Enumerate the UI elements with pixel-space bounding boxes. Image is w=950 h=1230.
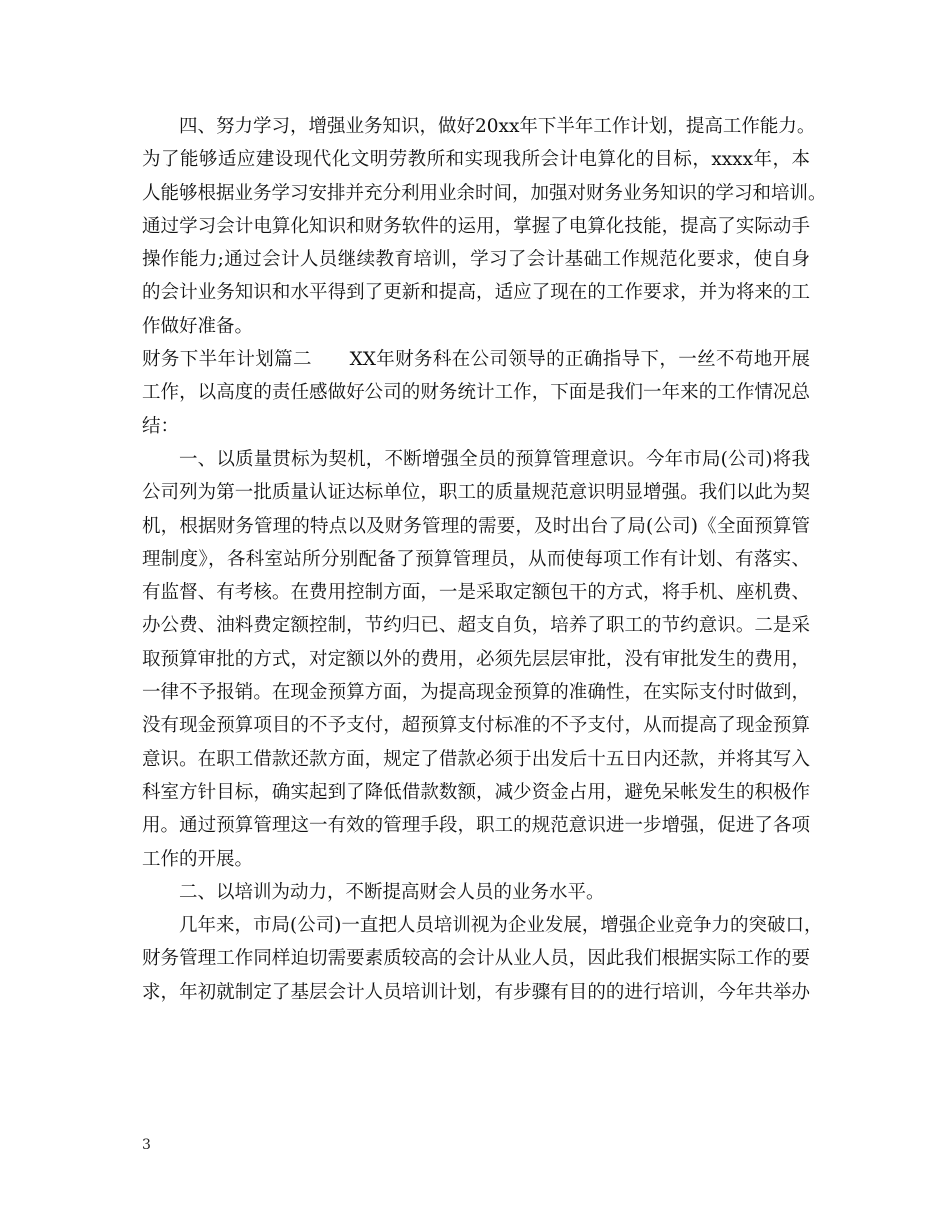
text-line: 二、以培训为动力，不断提高财会人员的业务水平。 [179, 881, 605, 903]
text-line: 几年来，市局(公司)一直把人员培训视为企业发展，增强企业竞争力的突破口， [179, 915, 823, 937]
text-line: 科室方针目标，确实起到了降低借款数额，减少资金占用，避免呆帐发生的积极作 [142, 781, 810, 803]
text-line: 一律不予报销。在现金预算方面，为提高现金预算的准确性，在实际支付时做到， [142, 682, 810, 704]
document-body [142, 110, 827, 1009]
text-line: 的会计业务知识和水平得到了更新和提高，适应了现在的工作要求，并为将来的工 [142, 282, 810, 304]
text-line: 取预算审批的方式，对定额以外的费用，必须先层层审批，没有审批发生的费用， [142, 648, 810, 670]
text-line: 理制度》，各科室站所分别配备了预算管理员，从而使每项工作有计划、有落实、 [142, 548, 810, 570]
text-line: 通过学习会计电算化知识和财务软件的运用，掌握了电算化技能，提高了实际动手 [142, 215, 810, 237]
text-line: 工作，以高度的责任感做好公司的财务统计工作，下面是我们一年来的工作情况总 [142, 382, 810, 404]
text-line: 没有现金预算项目的不予支付，超预算支付标准的不予支付，从而提高了现金预算 [142, 715, 810, 737]
text-line: 求，年初就制定了基层会计人员培训计划，有步骤有目的的进行培训，今年共举办 [142, 981, 810, 1003]
text-line: 公司列为第一批质量认证达标单位，职工的质量规范意识明显增强。我们以此为契 [142, 482, 810, 504]
text-line: 结： [142, 415, 180, 437]
text-line: 用。通过预算管理这一有效的管理手段，职工的规范意识进一步增强，促进了各项 [142, 815, 810, 837]
text-line: 意识。在职工借款还款方面，规定了借款必须于出发后十五日内还款，并将其写入 [142, 748, 810, 770]
text-line: 财务管理工作同样迫切需要素质较高的会计从业人员，因此我们根据实际工作的要 [142, 948, 810, 970]
page-number: 3 [142, 1137, 151, 1153]
text-line: 操作能力;通过会计人员继续教育培训，学习了会计基础工作规范化要求，使自身 [142, 249, 810, 271]
text-line: 有监督、有考核。在费用控制方面，一是采取定额包干的方式，将手机、座机费、 [142, 582, 810, 604]
text-line: 人能够根据业务学习安排并充分利用业余时间，加强对财务业务知识的学习和培训。 [142, 182, 827, 204]
section-heading-line: 财务下半年计划篇二 XX年财务科在公司领导的正确指导下，一丝不苟地开展 [142, 349, 810, 371]
text-line: 办公费、油料费定额控制，节约归已、超支自负，培养了职工的节约意识。二是采 [142, 615, 810, 637]
text-line: 一、以质量贯标为契机，不断增强全员的预算管理意识。今年市局(公司)将我 [179, 448, 810, 470]
text-line: 四、努力学习，增强业务知识，做好20xx年下半年工作计划，提高工作能力。 [179, 116, 816, 137]
text-line: 作做好准备。 [142, 315, 254, 337]
text-line: 机，根据财务管理的特点以及财务管理的需要，及时出台了局(公司)《全面预算管 [142, 515, 810, 537]
text-line: 工作的开展。 [142, 848, 254, 870]
text-line: 为了能够适应建设现代化文明劳教所和实现我所会计电算化的目标，xxxx年，本 [142, 149, 810, 171]
